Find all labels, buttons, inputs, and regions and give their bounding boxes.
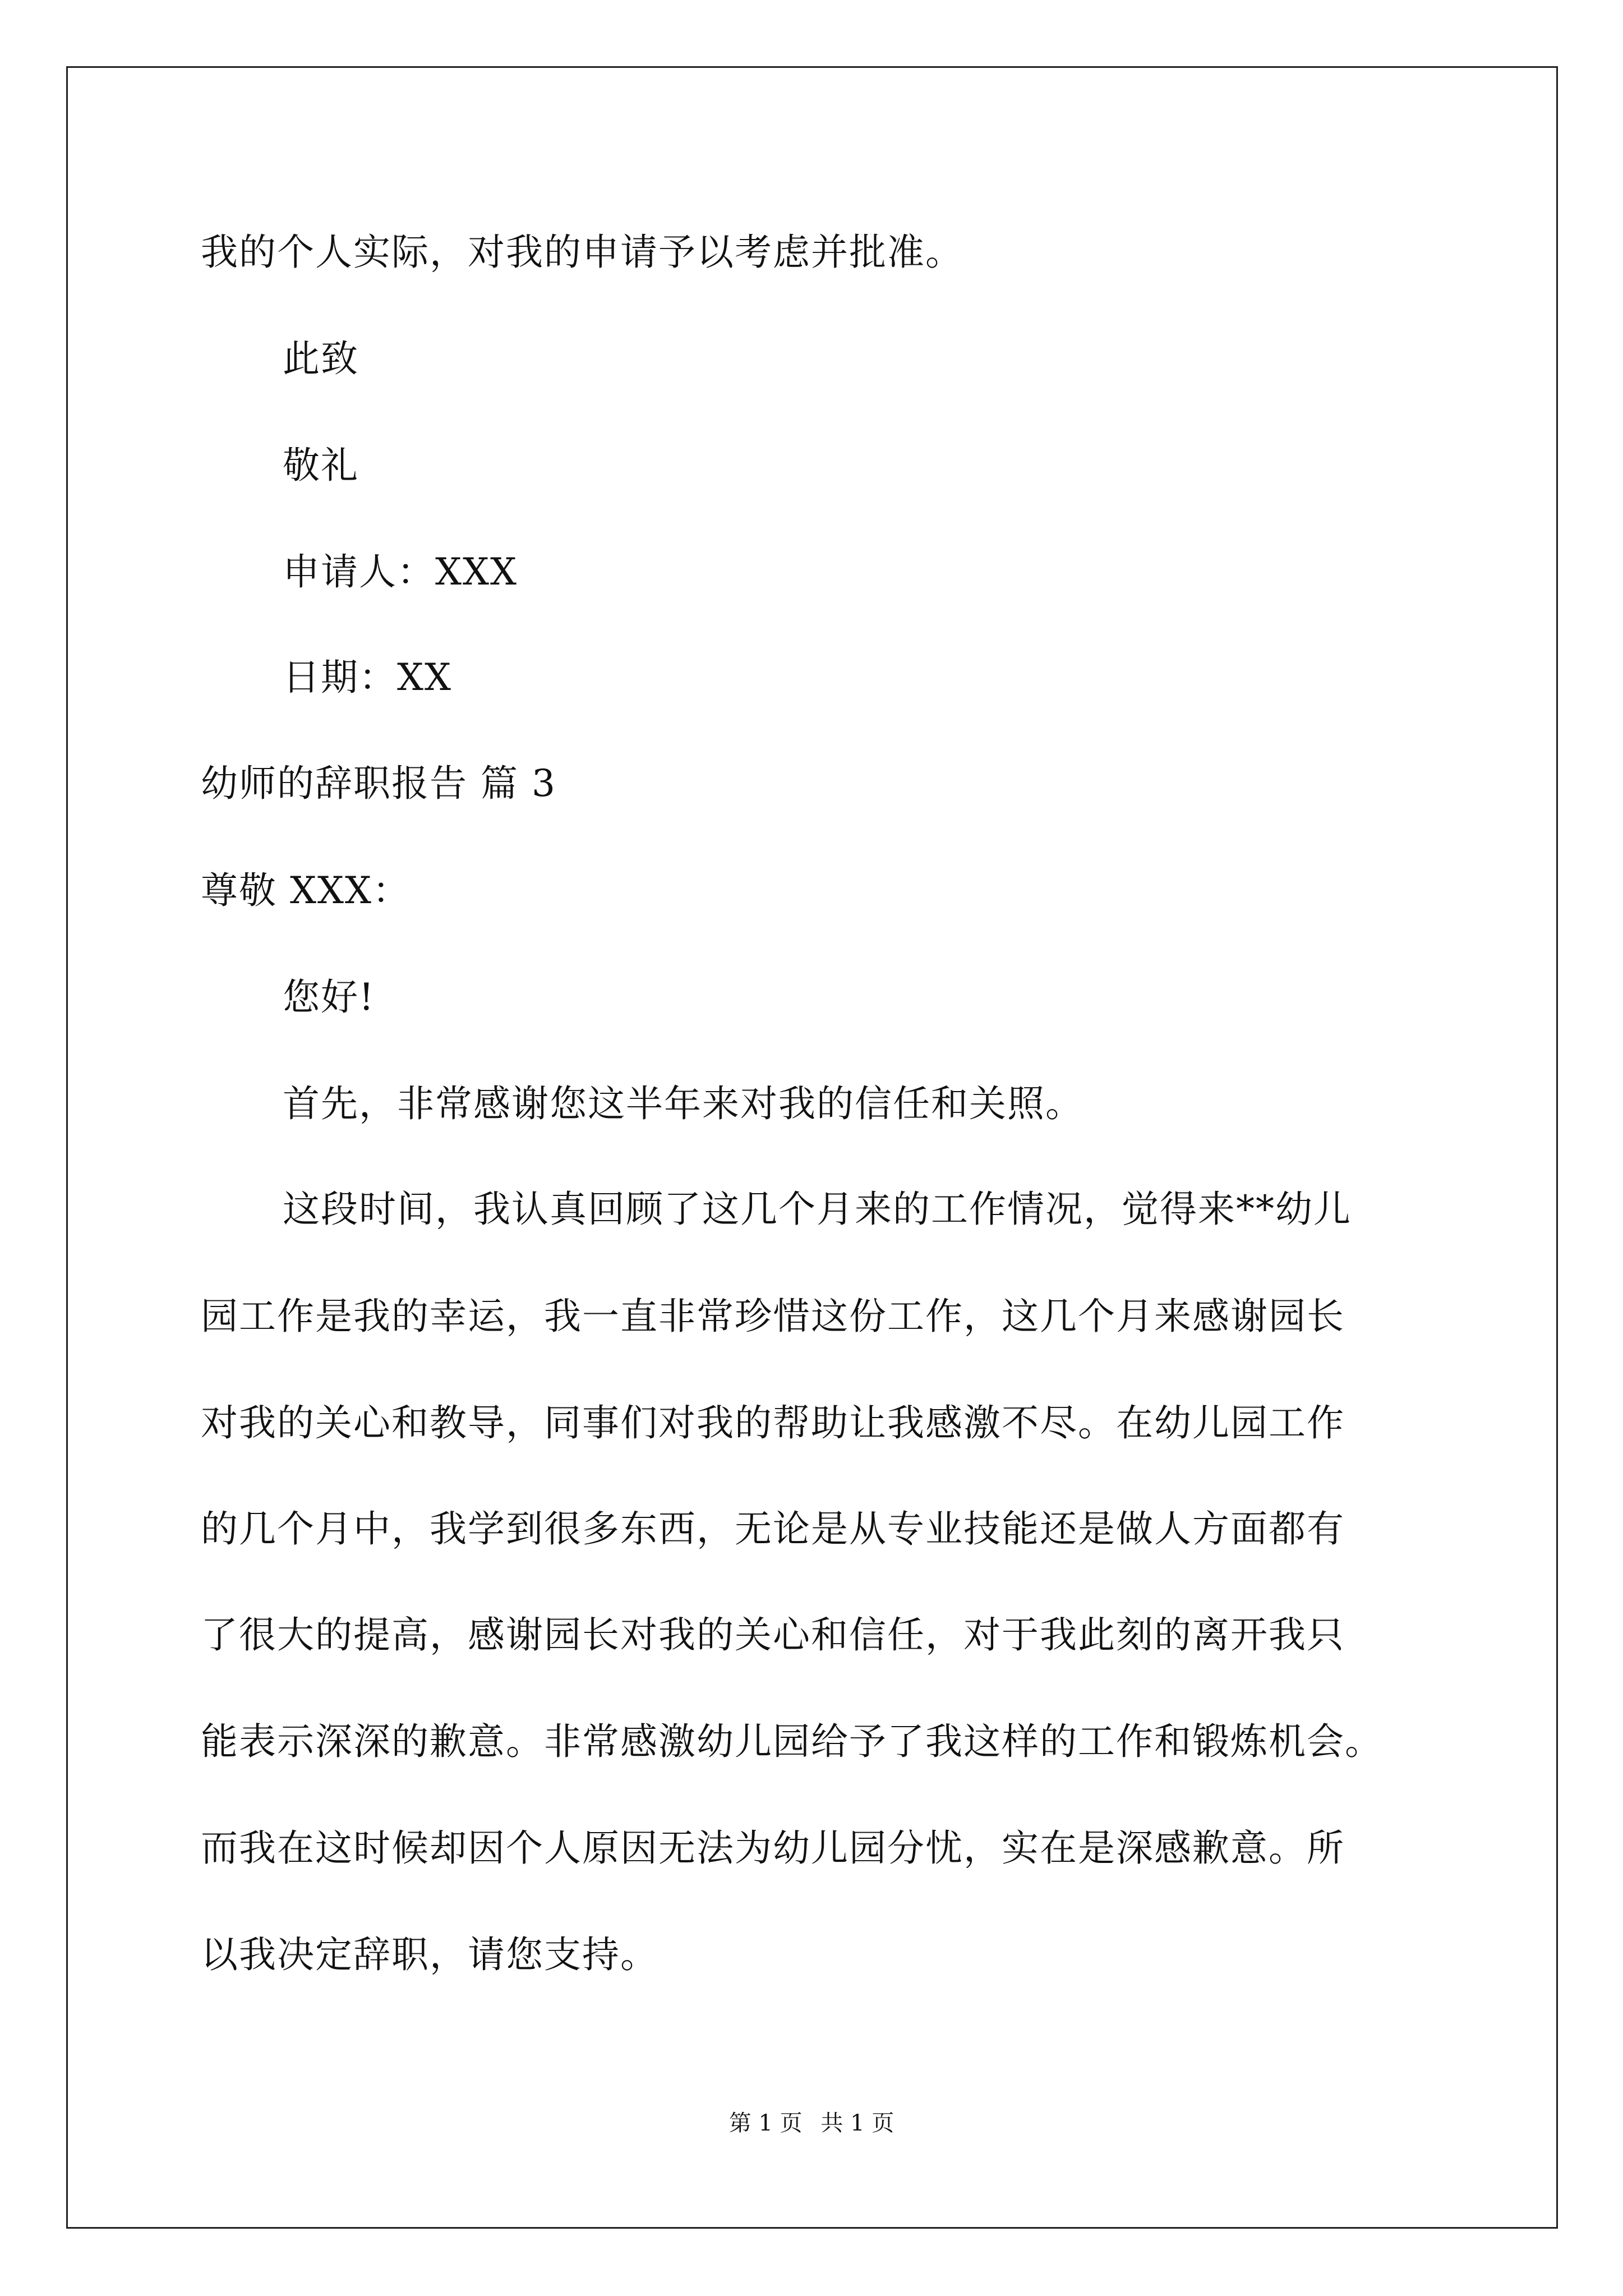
page-number: 第 1 页 [728,2110,803,2136]
text-line: 园工作是我的幸运，我一直非常珍惜这份工作，这几个月来感谢园长 [201,1295,1345,1338]
page-border [66,66,1558,2229]
text-line: 首先，非常感谢您这半年来对我的信任和关照。 [283,1082,1083,1125]
date-line: 日期：XX [283,656,452,699]
closing-regards: 敬礼 [283,444,359,487]
addressee-line: 尊敬 XXX： [201,869,411,912]
text-line: 这段时间，我认真回顾了这几个月来的工作情况，觉得来**幼儿 [283,1188,1352,1231]
text-line: 了很大的提高，感谢园长对我的关心和信任，对于我此刻的离开我只 [201,1613,1345,1657]
page-footer [0,2109,1623,2137]
greeting-line: 您好! [283,976,375,1019]
applicant-line: 申请人：XXX [283,550,518,593]
text-line: 以我决定辞职，请您支持。 [201,1933,658,1976]
text-line: 的几个月中，我学到很多东西，无论是从专业技能还是做人方面都有 [201,1507,1345,1550]
section-heading: 幼师的辞职报告 篇 3 [201,762,556,805]
page-total: 共 1 页 [820,2110,895,2136]
text-line: 能表示深深的歉意。非常感激幼儿园给予了我这样的工作和锻炼机会。 [201,1720,1383,1763]
text-line: 我的个人实际，对我的申请予以考虑并批准。 [201,231,963,274]
text-line: 对我的关心和教导，同事们对我的帮助让我感激不尽。在幼儿园工作 [201,1401,1345,1444]
closing-salutation: 此致 [283,337,359,380]
text-line: 而我在这时候却因个人原因无法为幼儿园分忧，实在是深感歉意。所 [201,1826,1345,1870]
